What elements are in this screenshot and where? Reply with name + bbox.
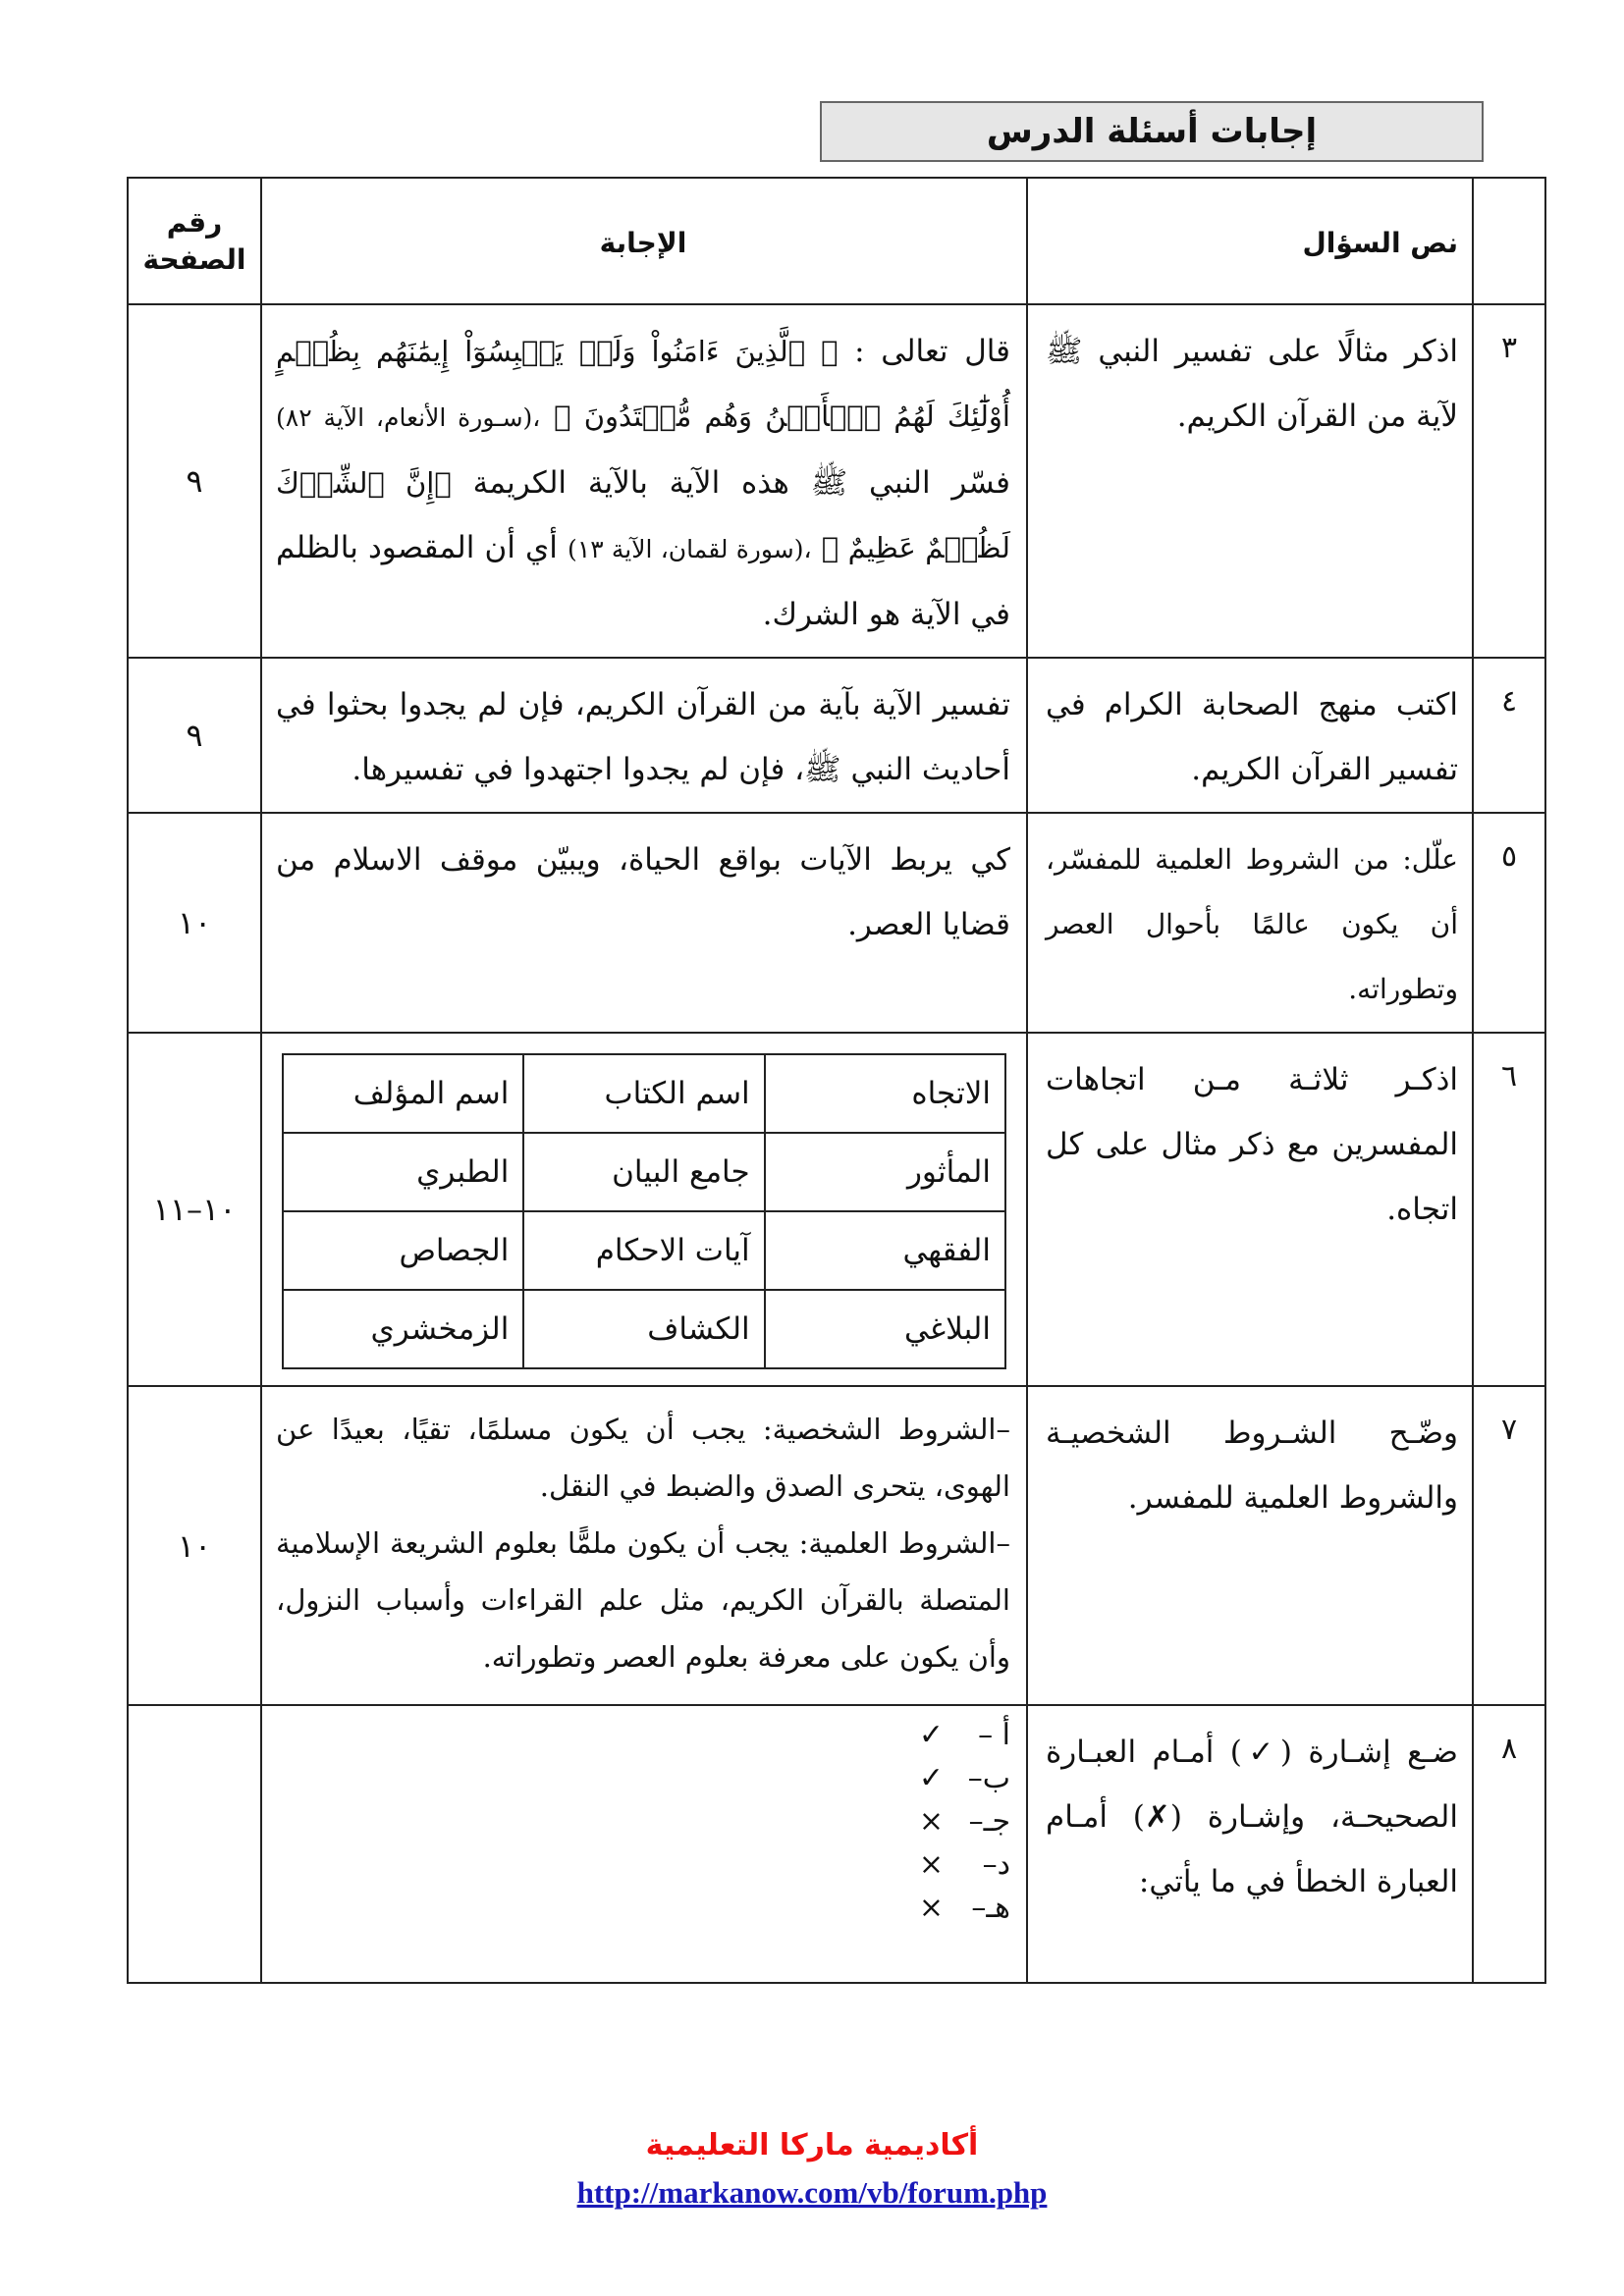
- inner-row: [283, 1133, 1005, 1211]
- mark-symbol: ×: [918, 1891, 944, 1925]
- answer-text: كي يربط الآيات بواقع الحياة، ويبيّن موقف الاسلام من قضايا العصر.: [261, 813, 1027, 1033]
- question-text: اكتب منهج الصحابة الكرام في تفسير القرآن الكريم.: [1027, 658, 1473, 813]
- mark-symbol: ✓: [918, 1718, 944, 1752]
- question-text: علّل: من الشروط العلمية للمفسّر، أن يكون عالمًا بأحوال العصر وتطوراته.: [1027, 813, 1473, 1033]
- verse-source: ،(سـورة الأنعام، الآية ٨٢): [276, 403, 541, 432]
- header-answer: الإجابة: [261, 178, 1027, 304]
- mark-item: [276, 1714, 1010, 1757]
- page-number: ١٠–١١: [128, 1033, 261, 1386]
- page-number: ١٠: [128, 1386, 261, 1705]
- page-title: إجابات أسئلة الدرس: [820, 101, 1484, 162]
- mark-symbol: ×: [918, 1804, 944, 1839]
- tafsir-directions-table: [282, 1053, 1006, 1369]
- footer-academy: أكاديمية ماركا التعليمية: [645, 2128, 979, 2163]
- page-number: ١٠: [128, 813, 261, 1033]
- inner-row: [283, 1290, 1005, 1368]
- table-row: [128, 658, 1545, 813]
- page-number: ٩: [128, 658, 261, 813]
- answer-text: تفسير الآية بآية من القرآن الكريم، فإن لم يجدوا بحثوا في أحاديث النبي ﷺ، فإن لم يجدوا اجتهدوا في تفسيرها.: [261, 658, 1027, 813]
- inner-cell: البلاغي: [765, 1290, 1005, 1368]
- inner-cell: اسم المؤلف: [283, 1054, 523, 1133]
- table-row: [128, 1033, 1545, 1386]
- row-number: ٤: [1473, 658, 1545, 813]
- inner-cell: اسم الكتاب: [523, 1054, 764, 1133]
- header-question: نص السؤال: [1027, 178, 1473, 304]
- inner-cell: الاتجاه: [765, 1054, 1005, 1133]
- row-number: ٨: [1473, 1705, 1545, 1983]
- page-number: ٩: [128, 304, 261, 658]
- answer-end: أي أن المقصود بالظلم في الآية هو الشرك.: [276, 530, 1010, 632]
- table-row: [128, 813, 1545, 1033]
- mark-letter: د–: [982, 1847, 1010, 1882]
- inner-cell: آيات الاحكام: [523, 1211, 764, 1290]
- mark-item: [276, 1843, 1010, 1887]
- mark-symbol: ✓: [918, 1761, 944, 1795]
- question-text: اذكـر ثلاثـة مـن اتجاهات المفسرين مع ذكر مثال على كل اتجاه.: [1027, 1033, 1473, 1386]
- row-number: ٧: [1473, 1386, 1545, 1705]
- mark-letter: ب–: [967, 1761, 1010, 1795]
- question-text: اذكر مثالًا على تفسير النبي ﷺ لآية من القرآن الكريم.: [1027, 304, 1473, 658]
- inner-cell: الفقهي: [765, 1211, 1005, 1290]
- inner-cell: الزمخشري: [283, 1290, 523, 1368]
- inner-header-row: [283, 1054, 1005, 1133]
- mark-letter: أ –: [978, 1718, 1010, 1752]
- inner-row: [283, 1211, 1005, 1290]
- row-number: ٥: [1473, 813, 1545, 1033]
- answer-intro: قال تعالى :: [854, 334, 1010, 369]
- answer-cell: [261, 1705, 1027, 1983]
- table-row: [128, 1386, 1545, 1705]
- answer-cell: [261, 304, 1027, 658]
- answer-mid: فسّر النبي ﷺ هذه الآية بالآية الكريمة: [472, 465, 1010, 501]
- mark-symbol: ×: [918, 1847, 944, 1882]
- scientific-conditions: –الشروط العلمية: يجب أن يكون ملمًّا بعلوم الشريعة الإسلامية المتصلة بالقرآن الكريم، مثل علم القراءات وأسباب النزول، وأن يكون على معرفة بعلوم العصر وتطوراته.: [276, 1526, 1010, 1674]
- table-header-row: [128, 178, 1545, 304]
- personal-conditions: –الشروط الشخصية: يجب أن يكون مسلمًا، تقيًا، بعيدًا عن الهوى، يتحرى الصدق والضبط في النقل.: [276, 1413, 1010, 1503]
- mark-item: [276, 1800, 1010, 1843]
- footer-link[interactable]: http://markanow.com/vb/forum.php: [576, 2175, 1048, 2210]
- quran-verse: ﴿ ٱلَّذِينَ ءَامَنُواْ وَلَمۡ يَلۡبِسُوٓاْ إِيمَٰنَهُم بِظُلۡمٍ أُوْلَٰٓئِكَ لَهُمُ ٱلۡأَمۡنُ وَهُم مُّهۡتَدُونَ ﴾: [276, 335, 1010, 433]
- header-page: رقم الصفحة: [128, 178, 261, 304]
- row-number: ٦: [1473, 1033, 1545, 1386]
- inner-cell: الكشاف: [523, 1290, 764, 1368]
- table-row: [128, 1705, 1545, 1983]
- verse-source: ،(سورة لقمان، الآية ١٣): [568, 535, 812, 563]
- inner-cell: الجصاص: [283, 1211, 523, 1290]
- quran-verse: ﴿إِنَّ ٱلشِّرۡكَ لَظُلۡمٌ عَظِيمٌ ﴾: [276, 466, 1011, 564]
- answers-table: [127, 177, 1546, 1984]
- answer-cell: [261, 1386, 1027, 1705]
- mark-item: [276, 1887, 1010, 1930]
- inner-cell: جامع البيان: [523, 1133, 764, 1211]
- table-row: [128, 304, 1545, 658]
- mark-item: [276, 1757, 1010, 1800]
- header-num: [1473, 178, 1545, 304]
- answer-cell: [261, 1033, 1027, 1386]
- mark-letter: هـ–: [971, 1891, 1010, 1925]
- inner-cell: المأثور: [765, 1133, 1005, 1211]
- question-text: وضّـح الشـروط الشخصيـة والشروط العلمية للمفسر.: [1027, 1386, 1473, 1705]
- page-number: [128, 1705, 261, 1983]
- question-text: ضـع إشـارة (✓) أمـام العبـارة الصحيحـة، وإشـارة (✗) أمـام العبارة الخطأ في ما يأتي:: [1027, 1705, 1473, 1983]
- mark-letter: جـ–: [968, 1804, 1010, 1839]
- row-number: ٣: [1473, 304, 1545, 658]
- inner-cell: الطبري: [283, 1133, 523, 1211]
